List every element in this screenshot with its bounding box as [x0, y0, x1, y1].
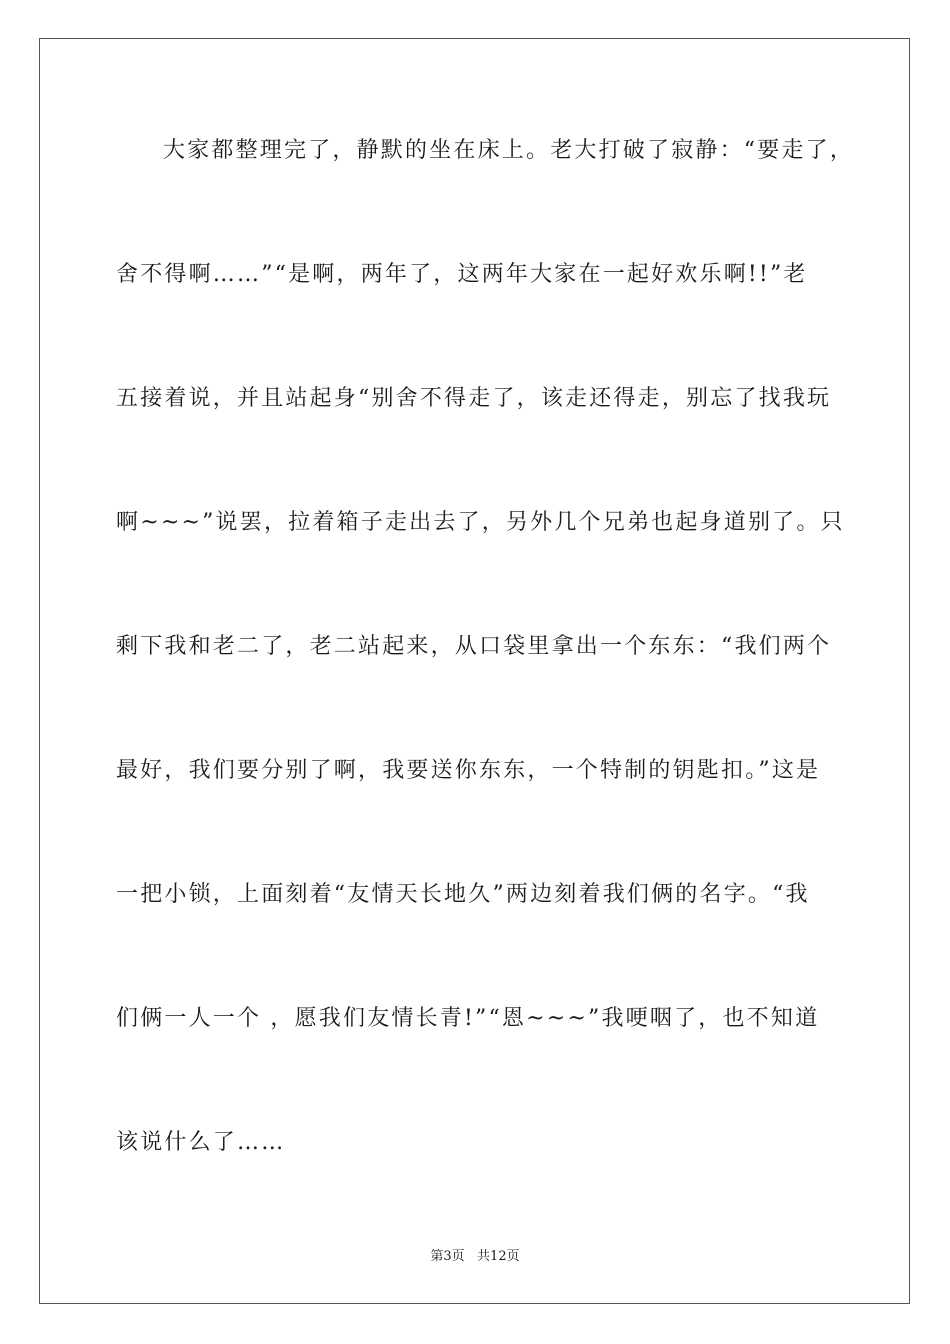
- paragraph-line-3: 五接着说，并且站起身“别舍不得走了，该走还得走，别忘了找我玩: [116, 386, 832, 411]
- paragraph-line-1: 大家都整理完了，静默的坐在床上。老大打破了寂静：“要走了，: [163, 138, 855, 163]
- paragraph-line-8: 们俩一人一个 ，愿我们友情长青!”“恩~~~”我哽咽了，也不知道: [116, 1006, 820, 1031]
- paragraph-line-9: 该说什么了……: [116, 1130, 286, 1155]
- paragraph-line-2: 舍不得啊……”“是啊，两年了，这两年大家在一起好欢乐啊!!”老: [116, 262, 808, 287]
- paragraph-line-6: 最好，我们要分别了啊，我要送你东东，一个特制的钥匙扣。”这是: [116, 758, 821, 783]
- page-number-footer: 第3页 共12页: [430, 1249, 520, 1264]
- page-border: [39, 38, 910, 1304]
- paragraph-line-7: 一把小锁，上面刻着“友情天长地久”两边刻着我们俩的名字。“我: [116, 882, 810, 907]
- paragraph-line-5: 剩下我和老二了，老二站起来，从口袋里拿出一个东东：“我们两个: [116, 634, 832, 659]
- paragraph-line-4: 啊~~~”说罢，拉着箱子走出去了，另外几个兄弟也起身道别了。只: [116, 510, 845, 535]
